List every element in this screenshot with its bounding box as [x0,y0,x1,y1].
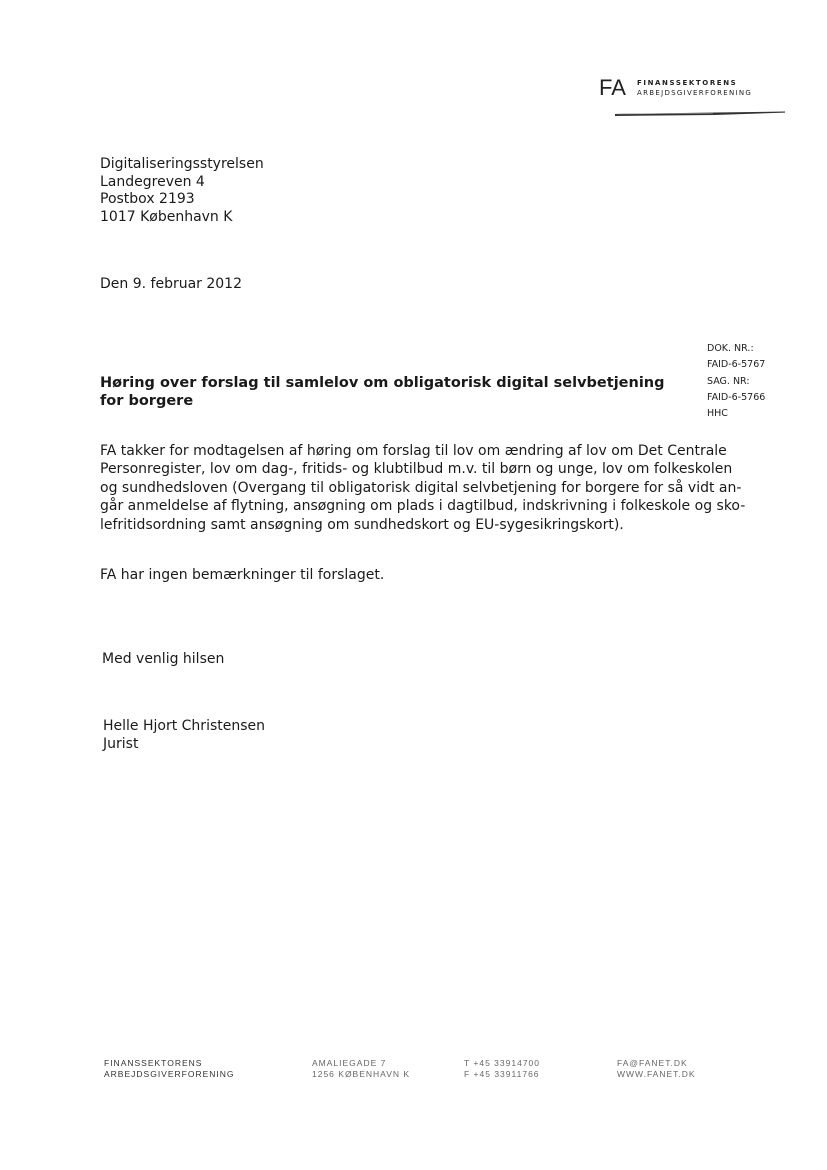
footer-email: FA@FANET.DK [617,1058,688,1068]
document-reference [707,341,765,422]
author-initials: HHC [707,408,728,420]
letter-date: Den 9. februar 2012 [100,276,242,292]
sag-nr-value: FAID-6-5766 [707,391,766,403]
footer-city: 1256 KØBENHAVN K [312,1069,411,1079]
recipient-city: 1017 København K [100,208,233,225]
logo-mark: FA [599,75,626,100]
body-line: og sundhedsloven (Overgang til obligatorisk digital selvbetjening for borgere for så vidt an- [100,479,742,496]
footer-online [617,1058,696,1080]
subject-line-1: Høring over forslag til samlelov om obligatorisk digital selvbetjening [100,375,665,391]
footer-org-line2: ARBEJDSGIVERFORENING [104,1069,235,1079]
footer-street: AMALIEGADE 7 [312,1058,387,1068]
recipient-name: Digitaliseringsstyrelsen [100,156,264,172]
sag-nr-label: SAG. NR: [707,375,750,387]
footer-website: WWW.FANET.DK [617,1069,696,1079]
body-line: går anmeldelse af flytning, ansøgning om plads i dagtilbud, indskrivning i folkeskole og sko- [100,498,746,515]
closing-salutation: Med venlig hilsen [102,651,225,667]
body-line: Personregister, lov om dag-, fritids- og klubtilbud m.v. til børn og unge, lov om folkeskolen [100,461,733,478]
letterhead-logo [599,76,799,122]
dok-nr-value: FAID-6-5767 [707,359,766,371]
signature-block [103,717,265,753]
footer-phone: T +45 33914700 [464,1058,540,1068]
signer-name: Helle Hjort Christensen [103,718,266,734]
footer-fax: F +45 33911766 [464,1069,540,1079]
recipient-postbox: Postbox 2193 [100,191,195,207]
body-paragraph-1 [100,442,760,534]
subject-line-2: for borgere [100,393,194,409]
dok-nr-label: DOK. NR.: [707,343,754,354]
body-line: lefritidsordning samt ansøgning om sundhedskort og EU-sygesikringskort). [100,516,624,533]
signer-title: Jurist [103,736,139,752]
recipient-address [100,156,264,226]
logo-org-line1: FINANSSEKTORENS [637,79,738,87]
footer-contact-numbers [464,1058,540,1080]
recipient-street: Landegreven 4 [100,173,205,190]
letter-subject [100,374,690,410]
logo-underline-graphic [615,111,785,117]
footer-org-line1: FINANSSEKTORENS [104,1058,203,1068]
body-line: FA takker for modtagelsen af høring om forslag til lov om ændring af lov om Det Centrale [100,443,727,459]
footer-organization [104,1058,235,1080]
body-paragraph-2: FA har ingen bemærkninger til forslaget. [100,567,385,583]
footer-address [312,1058,410,1080]
logo-org-line2: ARBEJDSGIVERFORENING [637,89,753,97]
